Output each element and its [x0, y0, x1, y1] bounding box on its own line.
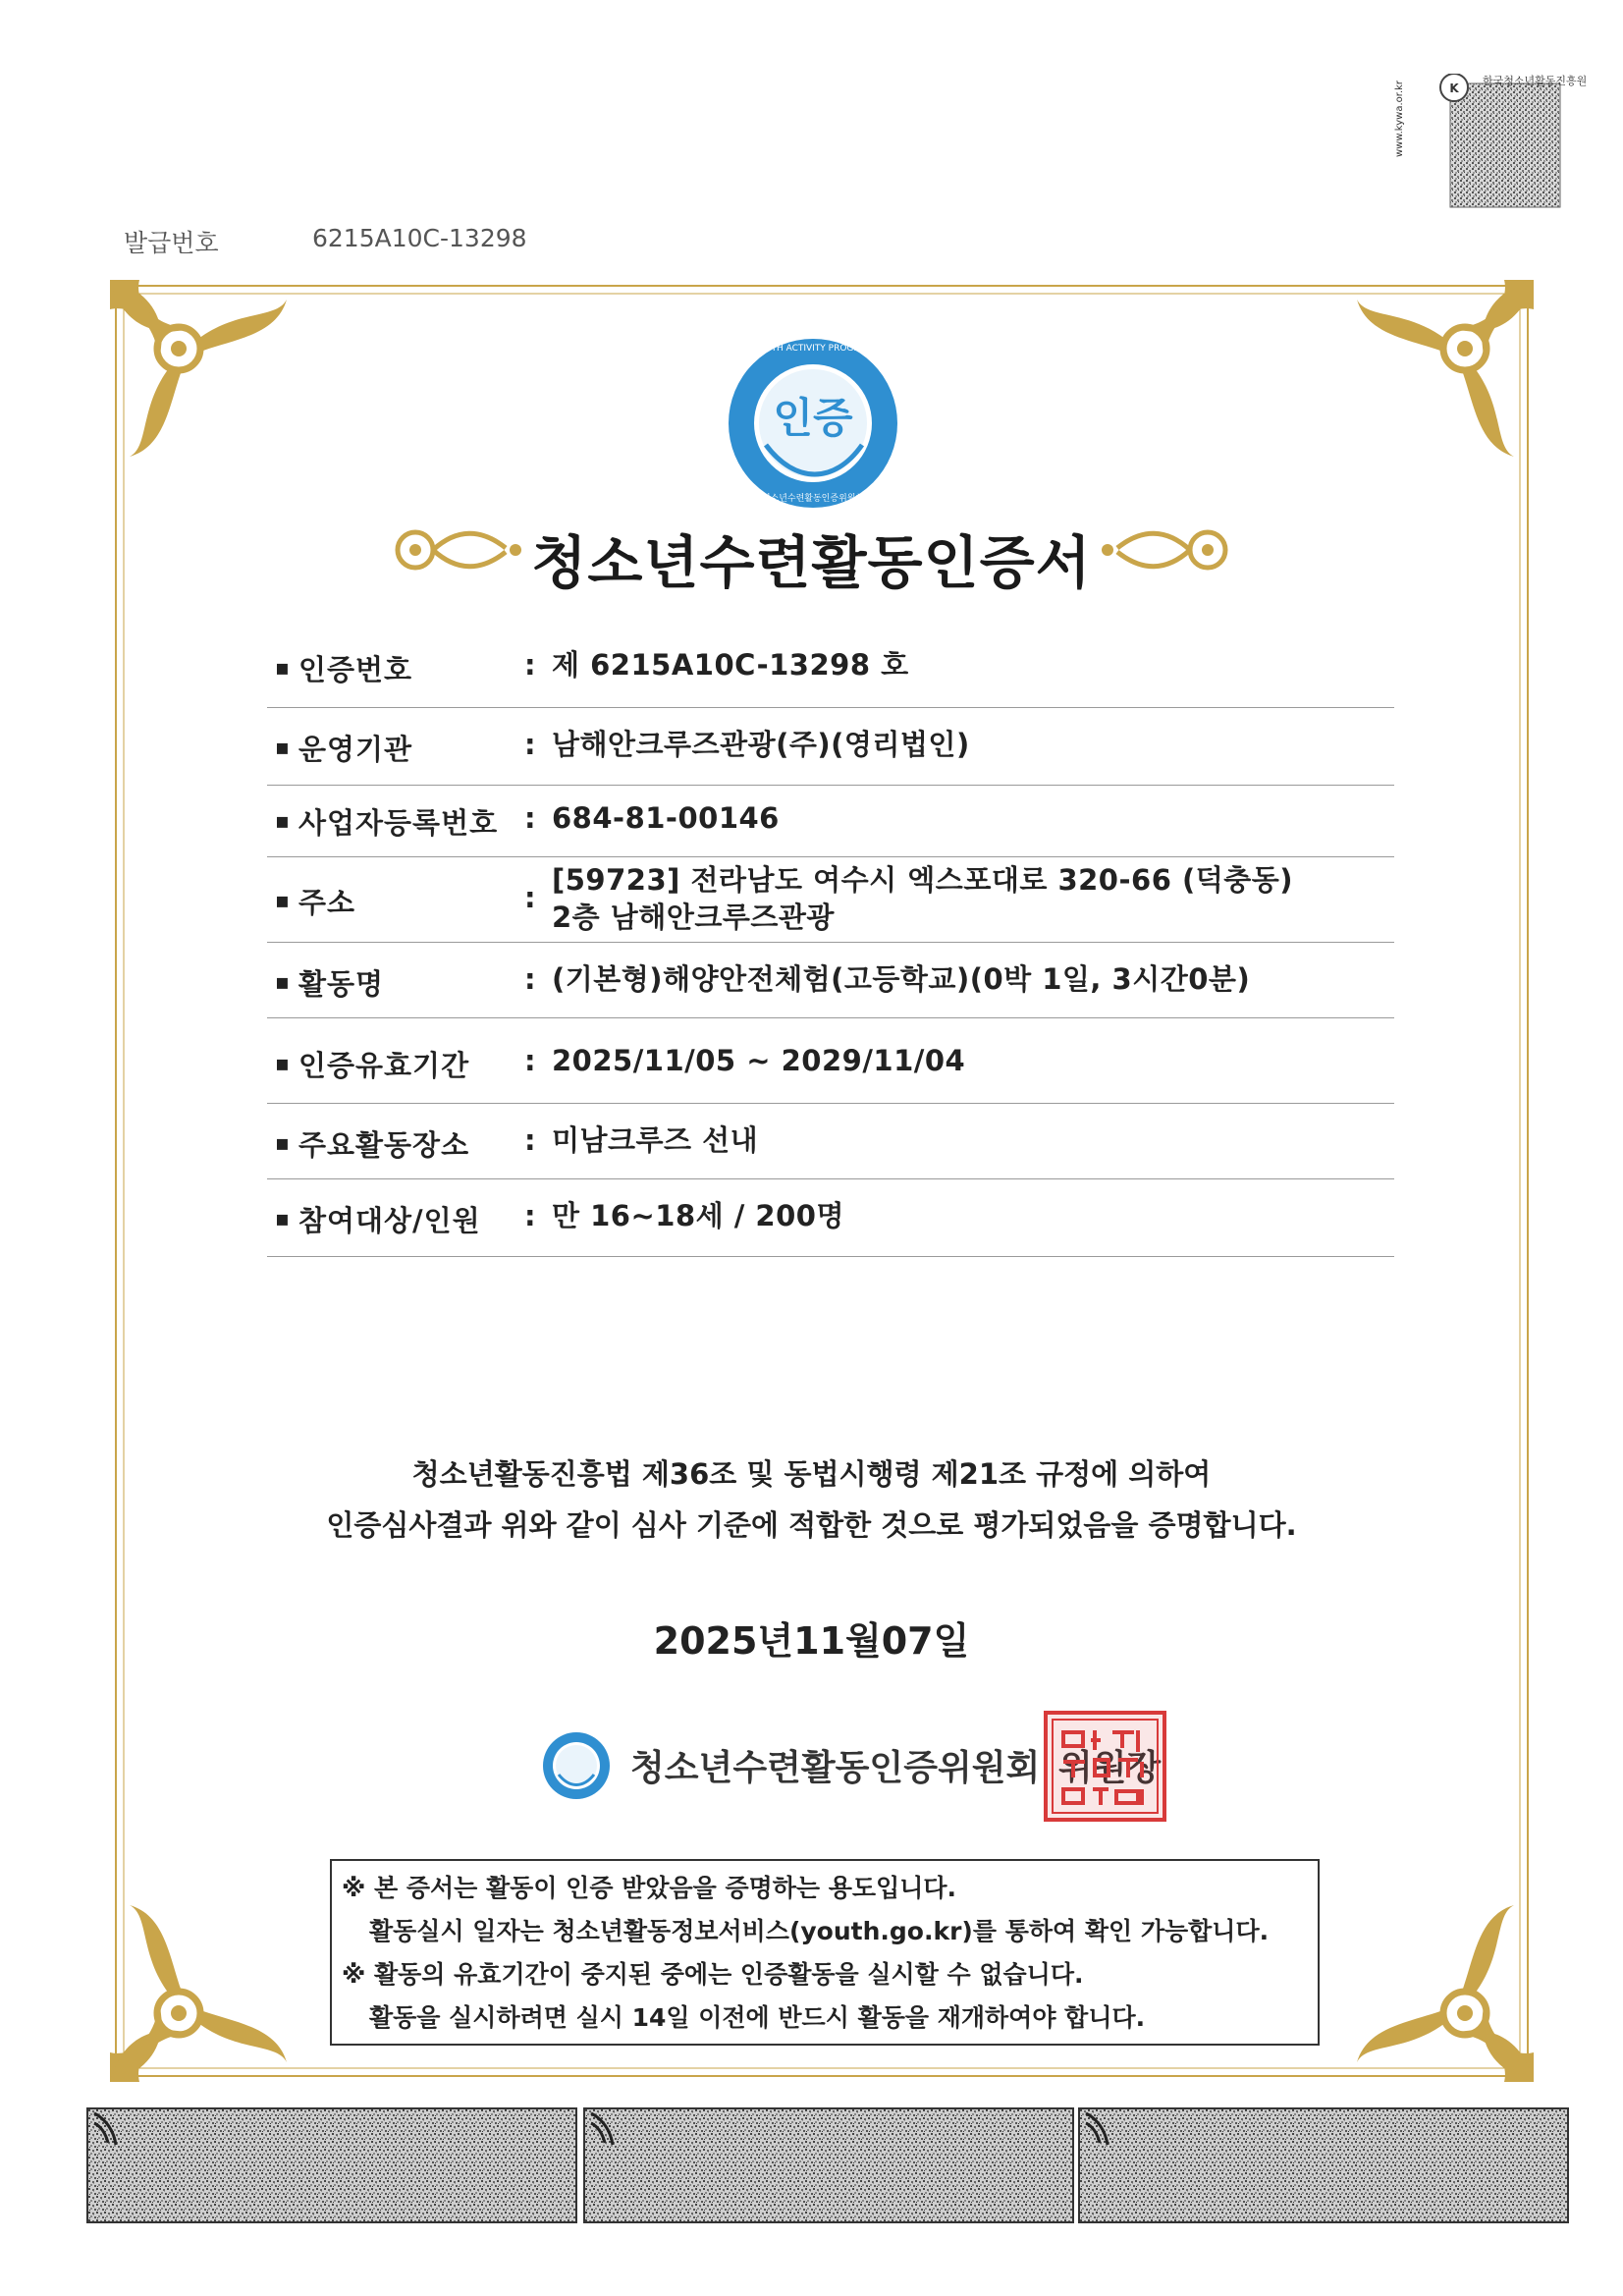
notice-line-1: ※ 본 증서는 활동이 인증 받았음을 증명하는 용도입니다. — [342, 1874, 957, 1902]
issue-number-label: 발급번호 — [124, 229, 219, 257]
field-value: 684-81-00146 — [552, 801, 780, 835]
issue-date: 2025년11월07일 — [653, 1619, 970, 1663]
certification-logo-ring-bottom: 청소년수련활동인증위원회 — [761, 494, 865, 504]
field-value: 남해안크루즈관광(주)(영리법인) — [552, 728, 970, 761]
field-row-business-number: ▪ 사업자등록번호 : 684-81-00146 — [267, 786, 1394, 857]
certification-mark-icon — [1436, 74, 1562, 209]
field-row-validity: ▪ 인증유효기간 : 2025/11/05 ~ 2029/11/04 — [267, 1018, 1394, 1104]
field-label: 주요활동장소 — [298, 1128, 470, 1162]
security-pattern-3 — [1078, 2107, 1569, 2223]
field-value-line-1: [59723] 전라남도 여수시 엑스포대로 320-66 (덕충동) — [552, 863, 1294, 897]
field-value: 2025/11/05 ~ 2029/11/04 — [552, 1044, 966, 1077]
security-pattern-icon — [1080, 2109, 1569, 2223]
field-label: 활동명 — [298, 967, 385, 1001]
statement-line-1: 청소년활동진흥법 제36조 및 동법시행령 제21조 규정에 의하여 — [411, 1457, 1212, 1491]
committee-name: 청소년수련활동인증위원회 — [630, 1748, 1041, 1788]
notice-line-2: 활동실시 일자는 청소년활동정보서비스(youth.go.kr)를 통하여 확인 가능합니다. — [369, 1917, 1270, 1945]
field-row-cert-number: ▪ 인증번호 : 제 6215A10C-13298 호 — [267, 629, 1394, 708]
bullet-icon: ▪ — [275, 809, 290, 834]
certificate-title: 청소년수련활동인증서 — [531, 529, 1092, 596]
field-label: 주소 — [298, 886, 356, 919]
field-label: 인증유효기간 — [298, 1049, 470, 1082]
field-value-line-2: 2층 남해안크루즈관광 — [552, 901, 835, 934]
certification-logo-ring-top: YOUTH ACTIVITY PROGRAM — [752, 344, 874, 354]
notice-line-3: ※ 활동의 유효기간이 중지된 중에는 인증활동을 실시할 수 없습니다. — [342, 1960, 1084, 1989]
notice-box — [330, 1859, 1320, 2046]
field-value: 제 6215A10C-13298 호 — [552, 648, 909, 682]
field-label: 인증번호 — [298, 653, 413, 686]
title-ornament-right-icon — [1098, 519, 1235, 581]
security-pattern-icon — [88, 2109, 577, 2223]
field-value: 만 16~18세 / 200명 — [552, 1199, 844, 1232]
security-pattern-2 — [583, 2107, 1074, 2223]
bullet-icon: ▪ — [275, 889, 290, 913]
title-row — [0, 511, 1623, 596]
field-label: 사업자등록번호 — [298, 806, 499, 840]
certificate-info-table — [267, 629, 1394, 1257]
committee-logo-icon — [542, 1731, 611, 1800]
bullet-icon: ▪ — [275, 1131, 290, 1156]
field-row-address: ▪ 주소 : [59723] 전라남도 여수시 엑스포대로 320-66 (덕충동) 2층 남해안크루즈관광 — [267, 857, 1394, 943]
field-label: 운영기관 — [298, 733, 413, 766]
bullet-icon: ▪ — [275, 736, 290, 760]
certification-mark-url: www.kywa.or.kr — [1394, 80, 1405, 157]
field-row-venue: ▪ 주요활동장소 : 미남크루즈 선내 — [267, 1104, 1394, 1179]
bullet-icon: ▪ — [275, 1207, 290, 1231]
field-value: 미남크루즈 선내 — [552, 1123, 759, 1157]
issue-number-value: 6215A10C-13298 — [312, 224, 527, 252]
field-row-activity-name: ▪ 활동명 : (기본형)해양안전체험(고등학교)(0박 1일, 3시간0분) — [267, 943, 1394, 1018]
statement-line-2: 인증심사결과 위와 같이 심사 기준에 적합한 것으로 평가되었음을 증명합니다. — [326, 1508, 1297, 1542]
notice-line-4: 활동을 실시하려면 실시 14일 이전에 반드시 활동을 재개하여야 합니다. — [369, 2003, 1146, 2032]
certification-logo-text: 인증 — [773, 394, 853, 442]
bullet-icon: ▪ — [275, 970, 290, 995]
security-pattern-1 — [86, 2107, 577, 2223]
field-row-operator: ▪ 운영기관 : 남해안크루즈관광(주)(영리법인) — [267, 708, 1394, 786]
bullet-icon: ▪ — [275, 1052, 290, 1076]
bullet-icon: ▪ — [275, 656, 290, 681]
field-value: (기본형)해양안전체험(고등학교)(0박 1일, 3시간0분) — [552, 962, 1251, 996]
field-row-participants: ▪ 참여대상/인원 : 만 16~18세 / 200명 — [267, 1179, 1394, 1257]
official-seal-icon — [1044, 1711, 1166, 1822]
certification-statement — [0, 1449, 1623, 1551]
security-pattern-icon — [585, 2109, 1074, 2223]
field-label: 참여대상/인원 — [298, 1204, 481, 1237]
svg-text:K: K — [1449, 82, 1459, 95]
certification-mark-caption: 한국청소년활동진흥원 — [1483, 75, 1588, 87]
